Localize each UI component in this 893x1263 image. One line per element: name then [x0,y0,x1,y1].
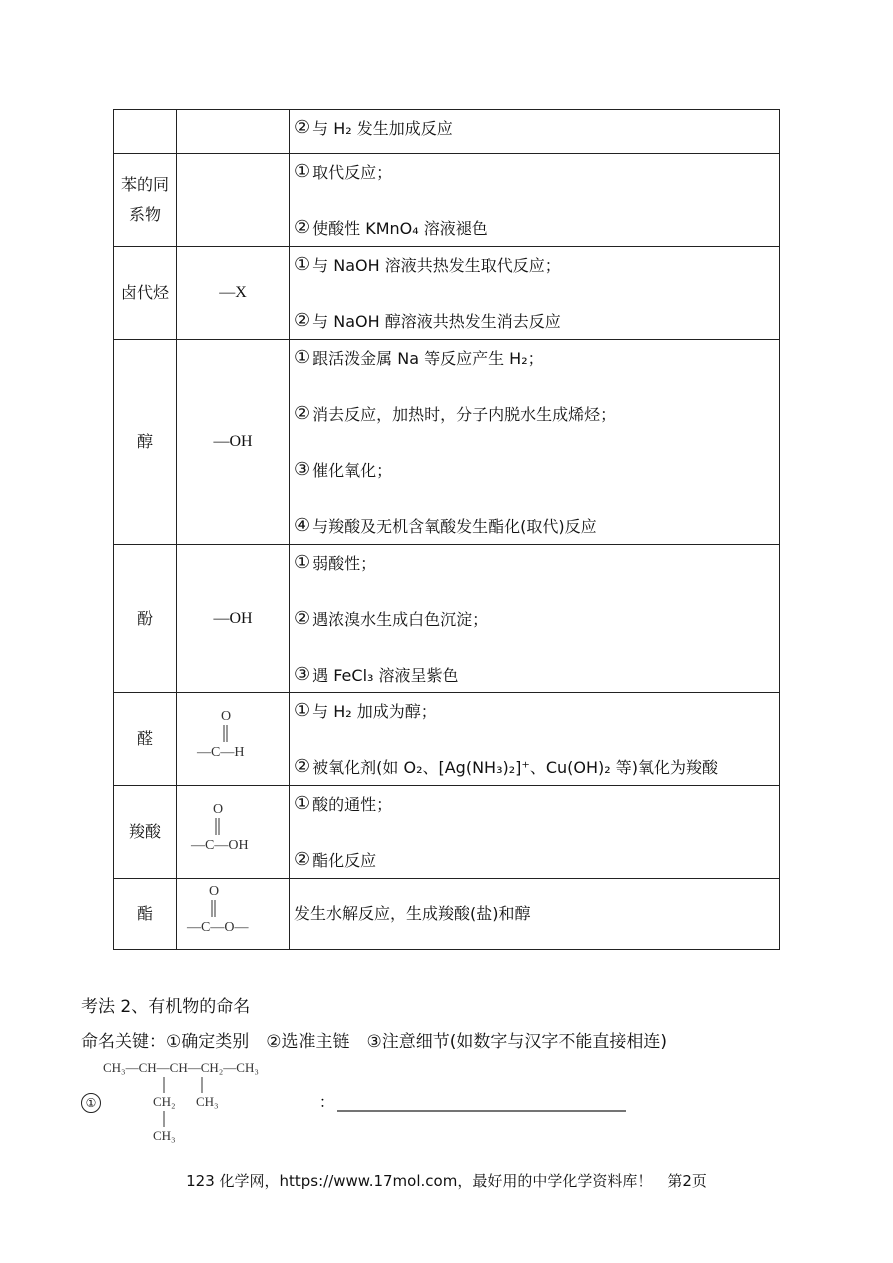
question-number: ① [81,1093,101,1113]
structural-formula-question [81,1057,641,1147]
ester-structure [177,879,290,950]
property-text: 发生水解反应，生成羧酸(盐)和醇 [294,904,531,923]
functional-group: —OH [177,545,290,693]
functional-group: —OH [177,340,290,545]
class-name: 酯 [114,879,177,950]
numeral-1: ① [294,700,311,721]
property-text: 使酸性 KMnO₄ 溶液褪色 [312,219,488,238]
property-text: 消去反应，加热时，分子内脱水生成烯烃； [312,405,617,424]
property-text: 酯化反应 [312,851,377,870]
property-text: 遇浓溴水生成白色沉淀； [312,610,489,629]
table-row [114,545,780,693]
class-name: 苯的同系物 [114,154,177,247]
numeral-2: ② [294,310,311,331]
page-footer: 123 化学网，https://www.17mol.com，最好用的中学化学资料库！ 第2页 [186,1172,707,1190]
branch-ch3-end: CH₃ [153,1128,176,1143]
carboxyl-structure [177,786,290,879]
numeral-2: ② [294,403,311,424]
class-name: 醛 [114,693,177,786]
functional-group: —X [177,247,290,340]
numeral-4: ④ [294,515,311,536]
branch-ch3: CH₃ [196,1094,219,1109]
numeral-2: ② [294,217,311,238]
property-text: 与羧酸及无机含氧酸发生酯化(取代)反应 [312,517,597,536]
structure-oxygen: O [209,884,220,899]
property-text: 被氧化剂(如 O₂、[Ag(NH₃)₂]⁺、Cu(OH)₂ 等)氧化为羧酸 [312,758,718,777]
table-row [114,154,780,247]
numeral-2: ② [294,608,311,629]
class-name: 酚 [114,545,177,693]
numeral-2: ② [294,849,311,870]
numeral-1: ① [294,347,311,368]
numeral-1: ① [294,552,311,573]
numeral-1: ① [294,793,311,814]
property-text: 与 NaOH 溶液共热发生取代反应； [312,256,561,275]
branch-ch2: CH₂ [153,1094,176,1109]
property-text: 与 NaOH 醇溶液共热发生消去反应 [312,312,561,331]
main-chain: CH₃—CH—CH—CH₂—CH₃ [103,1060,259,1075]
class-name: 羧酸 [114,786,177,879]
structure-chain: —C—O— [187,920,249,935]
structure-oxygen: O [221,709,232,724]
aldehyde-structure [177,693,290,786]
property-text: 遇 FeCl₃ 溶液呈紫色 [312,666,459,685]
numeral-3: ③ [294,664,311,685]
table-row [114,786,780,879]
table-row [114,693,780,786]
numeral-2: ② [294,117,311,138]
structure-oxygen: O [213,802,224,817]
class-name: 醇 [114,340,177,545]
numeral-2: ② [294,756,311,777]
numeral-1: ① [294,254,311,275]
structure-chain: —C—OH [191,838,249,853]
table-row [114,110,780,154]
class-name: 卤代烃 [114,247,177,340]
property-text: 跟活泼金属 Na 等反应产生 H₂； [312,349,544,368]
property-text: 与 H₂ 发生加成反应 [312,119,453,138]
functional-group-table [113,109,780,950]
table-row [114,340,780,545]
property-text: 取代反应； [312,163,393,182]
numeral-1: ① [294,161,311,182]
property-text: 酸的通性； [312,795,393,814]
naming-keys: 命名关键：①确定类别 ②选准主链 ③注意细节(如数字与汉字不能直接相连) [81,1032,667,1052]
section-heading: 考法 2、有机物的命名 [81,997,251,1017]
numeral-3: ③ [294,459,311,480]
structure-chain: —C—H [197,745,245,760]
property-text: 与 H₂ 加成为醇； [312,702,437,721]
colon: ： [319,1095,335,1111]
property-text: 催化氧化； [312,461,393,480]
property-text: 弱酸性； [312,554,377,573]
table-row [114,879,780,950]
table-row [114,247,780,340]
